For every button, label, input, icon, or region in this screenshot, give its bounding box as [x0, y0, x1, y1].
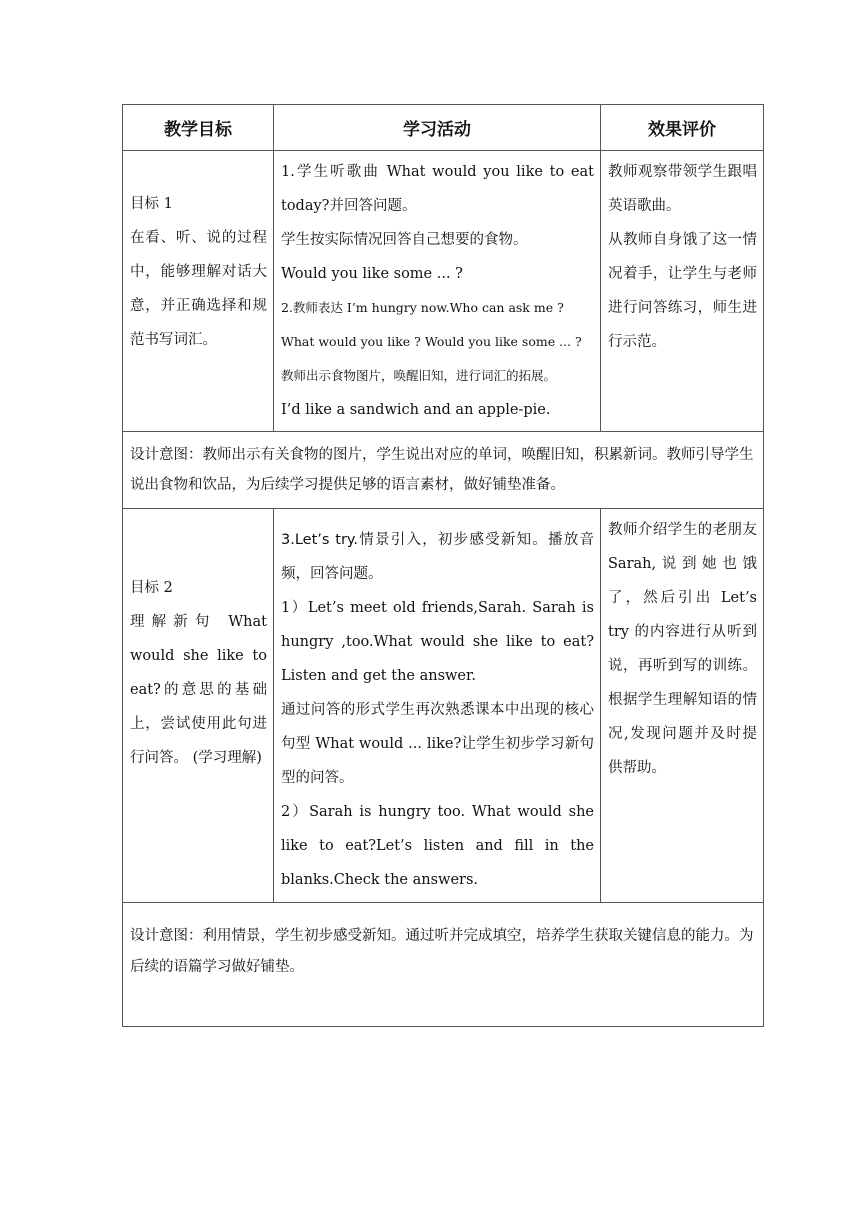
evaluation-2-cell — [601, 509, 764, 903]
activity-1-line: 学生按实际情况回答自己想要的食物。 — [281, 232, 528, 248]
goal-2-title: 目标 2 — [130, 580, 173, 596]
activity-2-line: 通过问答的形式学生再次熟悉课本中出现的核心句型 What would ... like?让学生初步学习新句型的问答。 — [281, 702, 594, 786]
lets-try-label: 3.Let’s try. — [281, 532, 359, 548]
activity-1-line: 教师出示食物图片，唤醒旧知，进行词汇的拓展。 — [281, 368, 557, 383]
header-activities: 学习活动 — [274, 105, 601, 151]
activity-1-line: I’d like a sandwich and an apple-pie. — [281, 402, 551, 418]
header-row — [123, 105, 764, 151]
goal-2-cell — [123, 509, 274, 903]
activity-1-line: Would you like some ... ? — [281, 266, 463, 282]
goal-1-row — [123, 151, 764, 432]
activity-2-line: 2）Sarah is hungry too. What would she like to eat?Let’s listen and fill in the blanks.Check the answers. — [281, 804, 594, 888]
design-intent-2-row — [123, 903, 764, 1027]
activity-1-line: 1.学生听歌曲 What would you like to eat today?并回答问题。 — [281, 164, 594, 214]
evaluation-2-text: 教师介绍学生的老朋友 Sarah,说到她也饿了，然后引出 Let’s try 的内容进行从听到说，再听到写的训练。根据学生理解知语的情况,发现问题并及时提供帮助。 — [608, 522, 757, 776]
activity-2-line: 1）Let’s meet old friends,Sarah. Sarah is hungry ,too.What would she like to eat?Listen and get the answer. — [281, 600, 594, 684]
goal-2-text: 理解新句 What would she like to eat?的意思的基础上，尝试使用此句进行问答。 (学习理解) — [130, 614, 267, 766]
header-evaluation: 效果评价 — [601, 105, 764, 151]
evaluation-1-line: 教师观察带领学生跟唱英语歌曲。 — [608, 164, 757, 214]
design-intent-1-cell — [123, 432, 764, 509]
goal-1-text: 在看、听、说的过程中，能够理解对话大意，并正确选择和规范书写词汇。 — [130, 230, 267, 348]
activity-2-heading-text: 情景引入，初步感受新知。播放音频，回答问题。 — [281, 532, 595, 582]
evaluation-1-cell — [601, 151, 764, 432]
activity-1-cell — [274, 151, 601, 432]
evaluation-1-line: 从教师自身饿了这一情况着手，让学生与老师进行问答练习，师生进行示范。 — [608, 232, 757, 350]
activity-1-line: What would you like ? Would you like some ... ? — [281, 334, 582, 349]
design-intent-2: 设计意图：利用情景，学生初步感受新知。通过听并完成填空，培养学生获取关键信息的能力。为后续的语篇学习做好铺垫。 — [130, 928, 754, 975]
activity-2-heading — [281, 523, 594, 591]
design-intent-2-cell — [123, 903, 764, 1027]
design-intent-1: 设计意图：教师出示有关食物的图片，学生说出对应的单词，唤醒旧知，积累新词。教师引导学生说出食物和饮品，为后续学习提供足够的语言素材，做好铺垫准备。 — [130, 447, 754, 493]
goal-2-row — [123, 509, 764, 903]
goal-1-cell — [123, 151, 274, 432]
goal-1-title: 目标 1 — [130, 196, 173, 212]
header-goals: 教学目标 — [123, 105, 274, 151]
activity-2-cell — [274, 509, 601, 903]
lesson-plan-table — [122, 104, 764, 1027]
activity-1-line: 2.教师表达 I’m hungry now.Who can ask me ? — [281, 300, 564, 315]
design-intent-1-row — [123, 432, 764, 509]
